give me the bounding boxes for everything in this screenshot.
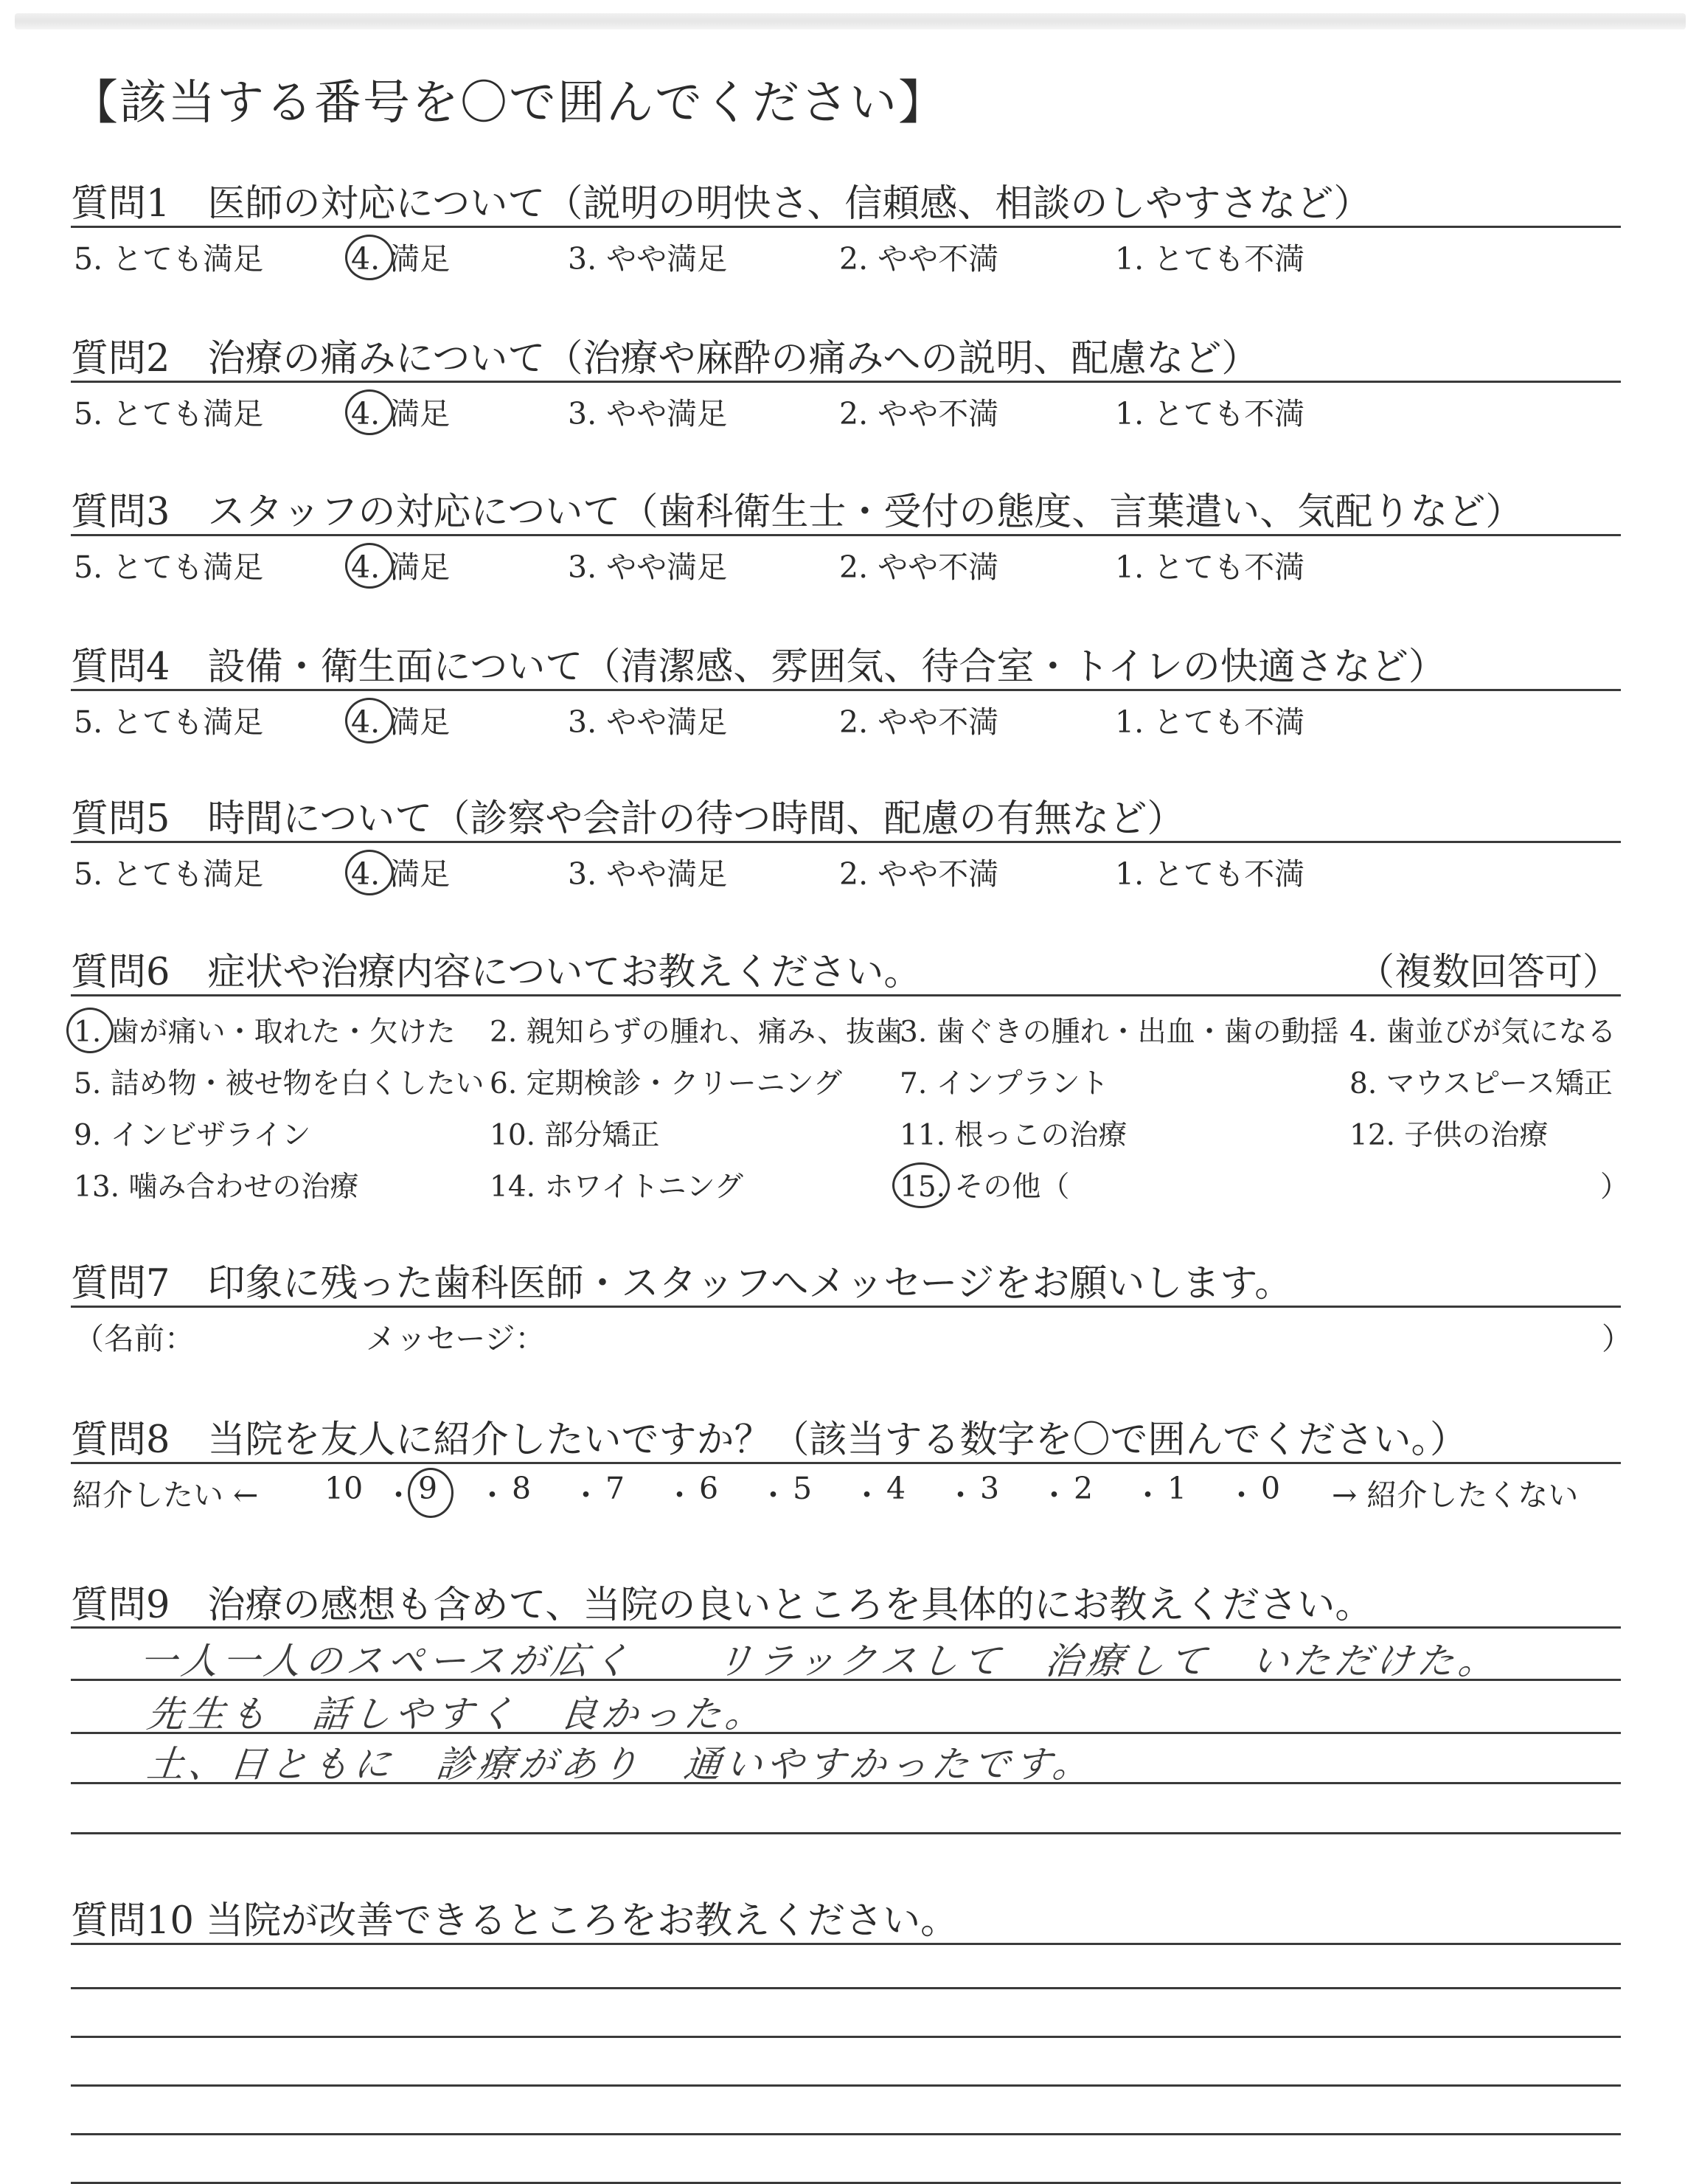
- q10-answer-line: [71, 2133, 1621, 2135]
- q4-option-2: 2. やや不満: [839, 704, 999, 740]
- q6-option-14: 14. ホワイトニング: [490, 1171, 743, 1204]
- q7-rule: [71, 1306, 1621, 1308]
- q9-handwritten-answer: 一人一人のスペースが広く リラックスして 治療して いただけた。: [137, 1640, 1502, 1682]
- q8-separator: ・: [852, 1477, 882, 1513]
- q8-selection-circle: [408, 1468, 454, 1518]
- scan-top-edge: [15, 13, 1686, 30]
- q6-rule: [71, 994, 1621, 996]
- q6-option-5: 5. 詰め物・被せ物を白くしたい: [74, 1067, 484, 1100]
- q6-option-12: 12. 子供の治療: [1349, 1119, 1549, 1152]
- q9-title: 質問9 治療の感想も含めて、当院の良いところを具体的にお教えください。: [71, 1584, 1373, 1627]
- q3-option-4: 4. 満足: [351, 550, 451, 585]
- q6-option-2: 2. 親知らずの腫れ、痛み、抜歯: [490, 1016, 904, 1049]
- q10-answer-line: [71, 1987, 1621, 1989]
- q2-option-3: 3. やや満足: [568, 396, 728, 431]
- q6-option-16: ）: [1600, 1171, 1630, 1204]
- form-heading: 【該当する番号を〇で囲んでください】: [71, 76, 947, 131]
- q8-number-1: 1: [1167, 1471, 1187, 1506]
- q5-option-2: 2. やや不満: [839, 856, 999, 892]
- q6-option-4: 4. 歯並びが気になる: [1349, 1016, 1616, 1049]
- q8-separator: ・: [383, 1477, 414, 1513]
- q8-right-label: → 紹介したくない: [1332, 1477, 1579, 1513]
- q2-option-4: 4. 満足: [351, 396, 451, 431]
- q3-option-1: 1. とても不満: [1115, 550, 1305, 585]
- q8-rule: [71, 1462, 1621, 1464]
- q8-separator: ・: [664, 1477, 695, 1513]
- q6-option-15: 15. その他（: [900, 1171, 1070, 1204]
- q6-title: 質問6 症状や治療内容についてお教えください。: [71, 951, 922, 994]
- q1-rule: [71, 226, 1621, 228]
- q6-note: （複数回答可）: [1357, 951, 1621, 994]
- q6-option-11: 11. 根っこの治療: [900, 1119, 1128, 1152]
- q1-option-2: 2. やや不満: [839, 241, 999, 277]
- q6-selection-circle-1: [66, 1008, 114, 1053]
- q8-separator: ・: [1039, 1477, 1069, 1513]
- q1-option-4: 4. 満足: [351, 241, 451, 277]
- q6-option-9: 9. インビザライン: [74, 1119, 311, 1152]
- q2-selection-circle: [345, 389, 394, 435]
- q6-option-7: 7. インプラント: [900, 1067, 1109, 1100]
- q8-number-7: 7: [605, 1471, 625, 1506]
- q4-selection-circle: [345, 698, 394, 743]
- q1-option-5: 5. とても満足: [74, 241, 264, 277]
- q6-option-10: 10. 部分矯正: [490, 1119, 660, 1152]
- q8-number-8: 8: [512, 1471, 532, 1506]
- q7-close-paren: ）: [1602, 1321, 1632, 1356]
- q10-title: 質問10 当院が改善できるところをお教えください。: [71, 1899, 959, 1943]
- q2-option-1: 1. とても不満: [1115, 396, 1305, 431]
- q8-number-4: 4: [886, 1471, 906, 1506]
- q2-option-5: 5. とても満足: [74, 396, 264, 431]
- q5-selection-circle: [345, 850, 394, 895]
- q6-option-8: 8. マウスピース矯正: [1349, 1067, 1613, 1100]
- q6-option-3: 3. 歯ぐきの腫れ・出血・歯の動揺: [900, 1016, 1339, 1049]
- q4-option-5: 5. とても満足: [74, 704, 264, 740]
- q9-rule: [71, 1626, 1621, 1629]
- q8-separator: ・: [477, 1477, 507, 1513]
- q4-option-4: 4. 満足: [351, 704, 451, 740]
- q3-title: 質問3 スタッフの対応について（歯科衛生士・受付の態度、言葉遣い、気配りなど）: [71, 490, 1523, 534]
- q1-selection-circle: [345, 235, 394, 280]
- q3-option-3: 3. やや満足: [568, 550, 728, 585]
- q5-option-5: 5. とても満足: [74, 856, 264, 892]
- q2-rule: [71, 381, 1621, 383]
- q4-title: 質問4 設備・衛生面について（清潔感、雰囲気、待合室・トイレの快適さなど）: [71, 645, 1446, 689]
- q9-answer-line: [71, 1832, 1621, 1834]
- q5-title: 質問5 時間について（診察や会計の待つ時間、配慮の有無など）: [71, 797, 1185, 841]
- q8-number-9: 9: [418, 1471, 438, 1506]
- q4-rule: [71, 689, 1621, 691]
- q10-answer-line: [71, 2036, 1621, 2038]
- q8-left-label: 紹介したい ←: [72, 1477, 259, 1513]
- q8-separator: ・: [945, 1477, 976, 1513]
- q8-separator: ・: [1226, 1477, 1257, 1513]
- q10-answer-line: [71, 2084, 1621, 2087]
- q6-option-6: 6. 定期検診・クリーニング: [490, 1067, 842, 1100]
- q8-number-2: 2: [1074, 1471, 1094, 1506]
- q8-number-0: 0: [1261, 1471, 1281, 1506]
- q4-option-1: 1. とても不満: [1115, 704, 1305, 740]
- q5-option-3: 3. やや満足: [568, 856, 728, 892]
- q8-separator: ・: [758, 1477, 788, 1513]
- q5-option-1: 1. とても不満: [1115, 856, 1305, 892]
- q6-selection-circle-15: [892, 1162, 950, 1208]
- q1-option-1: 1. とても不満: [1115, 241, 1305, 277]
- q8-separator: ・: [1133, 1477, 1163, 1513]
- q1-title: 質問1 医師の対応について（説明の明快さ、信頼感、相談のしやすさなど）: [71, 182, 1372, 226]
- q7-title: 質問7 印象に残った歯科医師・スタッフへメッセージをお願いします。: [71, 1262, 1293, 1306]
- q8-number-6: 6: [699, 1471, 719, 1506]
- q2-option-2: 2. やや不満: [839, 396, 999, 431]
- q8-number-10: 10: [324, 1471, 364, 1506]
- q8-title: 質問8 当院を友人に紹介したいですか？（該当する数字を〇で囲んでください。）: [71, 1418, 1467, 1462]
- q5-option-4: 4. 満足: [351, 856, 451, 892]
- q6-option-1: 1. 歯が痛い・取れた・欠けた: [74, 1016, 456, 1049]
- q1-option-3: 3. やや満足: [568, 241, 728, 277]
- q7-name-label: （名前：: [74, 1321, 195, 1356]
- q9-handwritten-answer: 先生も 話しやすく 良かった。: [145, 1693, 769, 1736]
- q10-rule: [71, 1943, 1621, 1945]
- q3-option-5: 5. とても満足: [74, 550, 264, 585]
- q4-option-3: 3. やや満足: [568, 704, 728, 740]
- q3-selection-circle: [345, 543, 394, 589]
- q6-option-13: 13. 噛み合わせの治療: [74, 1171, 359, 1204]
- q8-separator: ・: [571, 1477, 601, 1513]
- q8-number-5: 5: [793, 1471, 813, 1506]
- q9-handwritten-answer: 土、日ともに 診療があり 通いやすかったです。: [145, 1743, 1097, 1786]
- q5-rule: [71, 841, 1621, 843]
- q8-number-3: 3: [980, 1471, 1000, 1506]
- q2-title: 質問2 治療の痛みについて（治療や麻酔の痛みへの説明、配慮など）: [71, 337, 1260, 381]
- q3-option-2: 2. やや不満: [839, 550, 999, 585]
- q3-rule: [71, 534, 1621, 536]
- q7-message-label: メッセージ：: [366, 1321, 546, 1356]
